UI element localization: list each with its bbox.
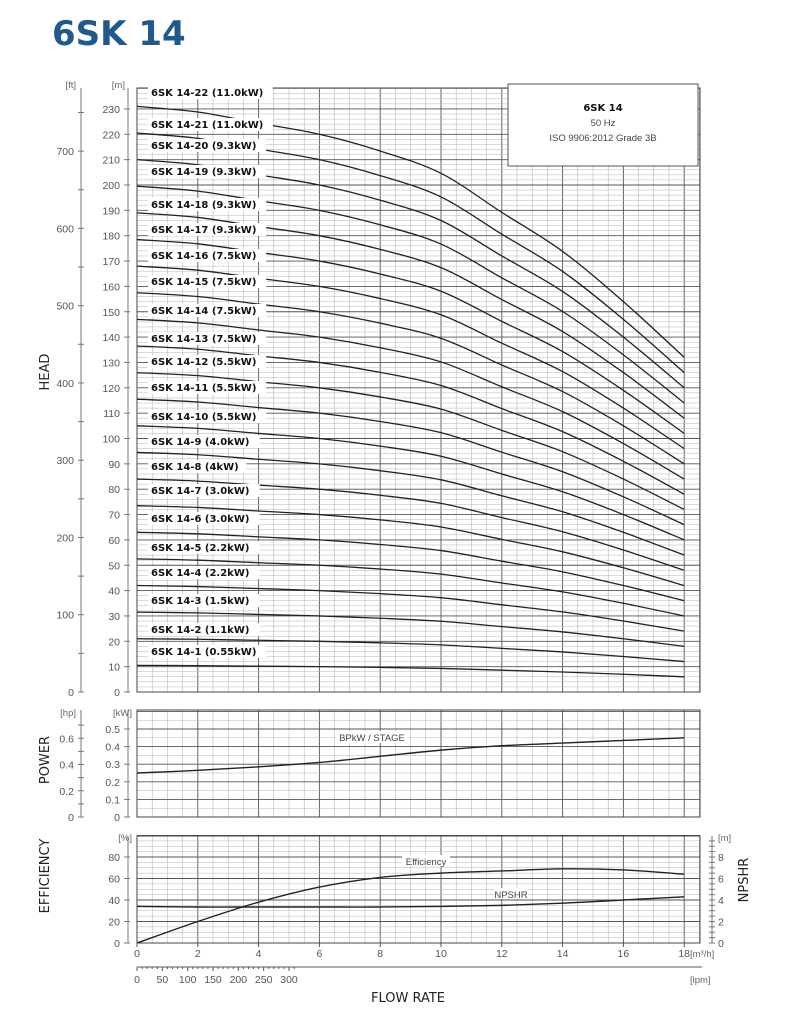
power-tick-label: 0.1 [105,794,120,807]
series-label-8: 6SK 14-8 (4kW) [151,462,239,473]
series-label-22: 6SK 14-22 (11.0kW) [151,88,264,99]
head-tick-label: 150 [102,306,120,319]
series-label-3: 6SK 14-3 (1.5kW) [151,596,250,607]
series-label-14: 6SK 14-14 (7.5kW) [151,306,257,317]
x-tick-label: 6 [316,948,323,960]
x-tick-label: 4 [255,948,262,960]
series-label-18: 6SK 14-18 (9.3kW) [151,200,257,211]
x-tick-label: 8 [377,948,384,960]
series-label-5: 6SK 14-5 (2.2kW) [151,543,250,554]
npshr-tick-label: 6 [718,873,724,886]
series-label-7: 6SK 14-7 (3.0kW) [151,486,250,497]
page-title: 6SK 14 [52,14,186,54]
series-label-12: 6SK 14-12 (5.5kW) [151,357,257,368]
x-tick-label: 12 [495,948,508,960]
eff-tick-label: 60 [108,873,120,886]
ft-tick-label: 700 [56,146,74,159]
head-tick-label: 50 [108,560,120,573]
series-label-4: 6SK 14-4 (2.2kW) [151,568,250,579]
lpm-tick-label: 100 [178,974,197,986]
ft-tick-label: 300 [56,455,74,468]
head-tick-label: 110 [103,408,120,421]
series-label-6: 6SK 14-6 (3.0kW) [151,514,250,525]
ft-tick-label: 500 [56,300,74,313]
head-tick-label: 100 [102,433,120,446]
ft-tick-label: 400 [56,377,74,390]
x-tick-label: 14 [556,948,569,960]
head-tick-label: 80 [108,484,120,497]
series-label-20: 6SK 14-20 (9.3kW) [151,141,257,152]
x-tick-label: 18 [678,948,691,960]
efficiency-label: Efficiency [405,857,447,868]
series-label-13: 6SK 14-13 (7.5kW) [151,334,257,345]
info-standard: ISO 9906:2012 Grade 3B [549,133,657,144]
hp-tick-label: 0.6 [59,733,74,746]
series-label-10: 6SK 14-10 (5.5kW) [151,412,257,423]
series-label-17: 6SK 14-17 (9.3kW) [151,225,257,236]
series-label-19: 6SK 14-19 (9.3kW) [151,167,257,178]
npshr-axis-title: NPSHR [737,857,752,903]
head-tick-label: 20 [108,636,120,649]
hp-unit: [hp] [60,708,76,719]
power-unit: [kW] [113,708,132,719]
series-label-11: 6SK 14-11 (5.5kW) [151,383,257,394]
lpm-tick-label: 0 [134,974,140,986]
x-tick-label: 2 [194,948,201,960]
power-tick-label: 0.4 [105,741,120,754]
info-frequency: 50 Hz [590,118,616,129]
hp-tick-label: 0.2 [59,785,74,798]
hp-tick-label: 0 [68,812,74,824]
eff-tick-label: 80 [108,852,120,864]
eff-tick-label: 20 [108,916,120,929]
npshr-label: NPSHR [494,890,528,901]
info-model: 6SK 14 [583,103,623,114]
lpm-tick-label: 300 [280,974,298,986]
ft-unit: [ft] [65,80,76,91]
head-tick-label: 200 [102,180,120,192]
series-label-9: 6SK 14-9 (4.0kW) [151,437,250,448]
series-label-15: 6SK 14-15 (7.5kW) [151,277,257,288]
power-annotation: BPkW / STAGE [339,733,405,744]
head-tick-label: 130 [102,357,120,370]
head-tick-label: 10 [108,661,120,674]
power-tick-label: 0.2 [105,776,120,789]
power-axis-title: POWER [38,735,53,785]
npshr-tick-label: 8 [718,852,724,864]
series-label-2: 6SK 14-2 (1.1kW) [151,625,250,636]
head-tick-label: 190 [102,205,120,218]
power-tick-label: 0.3 [105,759,120,772]
head-tick-label: 140 [102,332,120,345]
x-axis-title: FLOW RATE [370,991,446,1006]
head-tick-label: 230 [102,103,120,116]
head-unit: [m] [111,80,125,91]
ft-tick-label: 200 [56,532,74,545]
npshr-tick-label: 0 [718,938,724,950]
ft-tick-label: 0 [68,687,74,699]
head-axis-title: HEAD [38,353,53,391]
head-tick-label: 40 [108,585,120,598]
series-label-21: 6SK 14-21 (11.0kW) [151,120,264,131]
head-tick-label: 90 [108,458,120,471]
head-tick-label: 220 [102,129,120,142]
head-tick-label: 70 [108,509,120,522]
x-unit: [m³/h] [690,949,715,960]
head-tick-label: 60 [108,534,120,547]
efficiency-axis-title: EFFICIENCY [38,838,53,914]
head-tick-label: 30 [108,610,120,623]
ft-tick-label: 100 [56,609,74,622]
series-label-16: 6SK 14-16 (7.5kW) [151,251,257,262]
eff-tick-label: 40 [108,895,120,907]
npshr-tick-label: 4 [718,895,724,907]
lpm-tick-label: 200 [229,974,248,986]
head-tick-label: 170 [102,256,120,269]
lpm-tick-label: 250 [254,974,273,986]
head-tick-label: 180 [102,230,120,243]
power-tick-label: 0.5 [105,724,120,736]
ft-tick-label: 600 [56,223,74,236]
head-tick-label: 120 [102,382,120,395]
x-tick-label: 0 [134,948,140,960]
head-tick-label: 160 [102,281,120,294]
power-tick-label: 0 [114,812,120,824]
eff-tick-label: 0 [114,938,120,950]
npshr-tick-label: 2 [718,916,724,929]
npshr-unit: [m] [718,833,732,844]
lpm-tick-label: 50 [156,974,169,986]
hp-tick-label: 0.4 [59,759,74,772]
power-frame [137,710,700,817]
head-tick-label: 210 [102,154,120,167]
series-label-1: 6SK 14-1 (0.55kW) [151,647,257,658]
lpm-tick-label: 150 [204,974,222,986]
x-tick-label: 16 [617,948,630,960]
x-tick-label: 10 [435,948,447,960]
eff-unit: [%] [118,833,132,844]
head-tick-label: 0 [114,687,120,699]
lpm-unit: [lpm] [690,975,711,986]
